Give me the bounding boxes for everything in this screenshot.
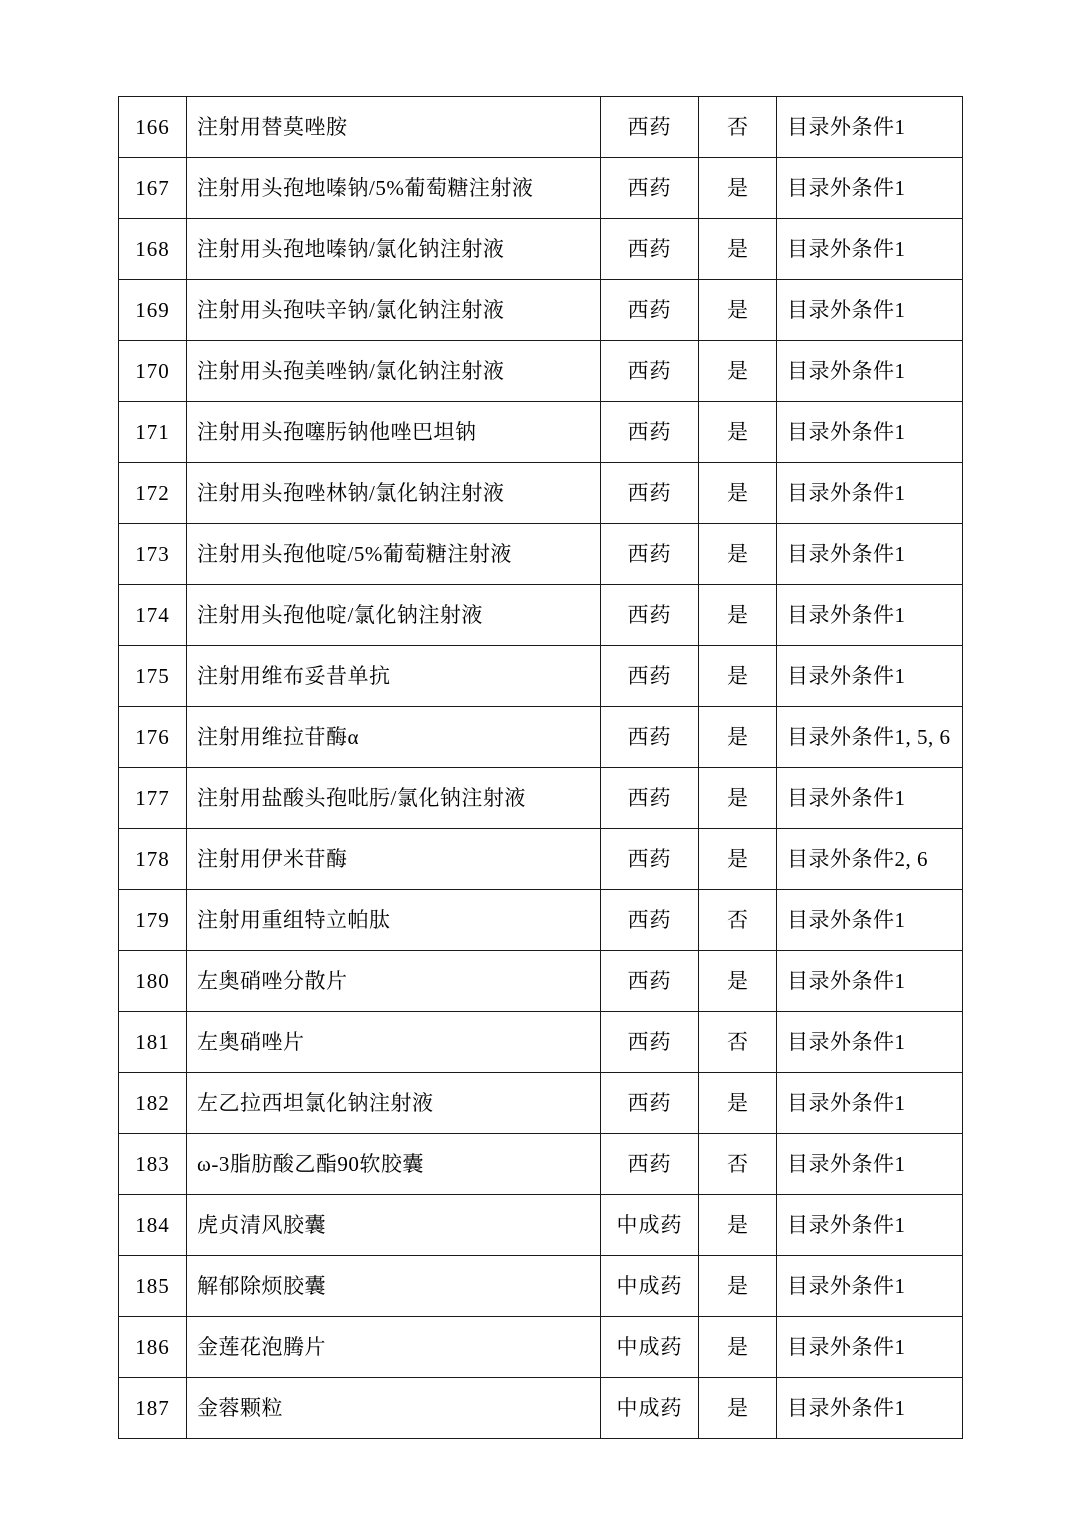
row-flag: 否 bbox=[699, 1012, 777, 1073]
row-condition: 目录外条件1 bbox=[777, 341, 963, 402]
row-condition: 目录外条件1 bbox=[777, 97, 963, 158]
row-condition: 目录外条件1 bbox=[777, 463, 963, 524]
row-index: 167 bbox=[119, 158, 187, 219]
row-index: 170 bbox=[119, 341, 187, 402]
row-index: 172 bbox=[119, 463, 187, 524]
row-category: 西药 bbox=[601, 524, 699, 585]
row-flag: 否 bbox=[699, 1134, 777, 1195]
row-category: 西药 bbox=[601, 707, 699, 768]
row-index: 184 bbox=[119, 1195, 187, 1256]
table-row bbox=[119, 524, 963, 585]
row-drug-name: 注射用维布妥昔单抗 bbox=[187, 646, 601, 707]
row-index: 183 bbox=[119, 1134, 187, 1195]
row-index: 187 bbox=[119, 1378, 187, 1439]
row-flag: 是 bbox=[699, 1378, 777, 1439]
row-index: 174 bbox=[119, 585, 187, 646]
row-index: 171 bbox=[119, 402, 187, 463]
row-drug-name: 注射用头孢美唑钠/氯化钠注射液 bbox=[187, 341, 601, 402]
row-flag: 是 bbox=[699, 707, 777, 768]
row-drug-name: 左奥硝唑片 bbox=[187, 1012, 601, 1073]
row-category: 中成药 bbox=[601, 1317, 699, 1378]
row-flag: 是 bbox=[699, 951, 777, 1012]
table-row bbox=[119, 219, 963, 280]
row-drug-name: 左奥硝唑分散片 bbox=[187, 951, 601, 1012]
row-index: 178 bbox=[119, 829, 187, 890]
row-flag: 是 bbox=[699, 402, 777, 463]
drug-list-table bbox=[118, 96, 963, 1439]
table-row bbox=[119, 280, 963, 341]
row-category: 西药 bbox=[601, 219, 699, 280]
table-row bbox=[119, 158, 963, 219]
table-row bbox=[119, 1317, 963, 1378]
row-drug-name: 注射用伊米苷酶 bbox=[187, 829, 601, 890]
table-row bbox=[119, 707, 963, 768]
row-flag: 是 bbox=[699, 646, 777, 707]
row-category: 中成药 bbox=[601, 1256, 699, 1317]
row-category: 西药 bbox=[601, 1073, 699, 1134]
row-drug-name: 注射用头孢唑林钠/氯化钠注射液 bbox=[187, 463, 601, 524]
row-condition: 目录外条件1 bbox=[777, 158, 963, 219]
row-condition: 目录外条件1 bbox=[777, 1378, 963, 1439]
row-flag: 是 bbox=[699, 1256, 777, 1317]
table-row bbox=[119, 97, 963, 158]
row-category: 西药 bbox=[601, 463, 699, 524]
row-drug-name: 解郁除烦胶囊 bbox=[187, 1256, 601, 1317]
row-flag: 是 bbox=[699, 280, 777, 341]
row-index: 173 bbox=[119, 524, 187, 585]
table-row bbox=[119, 646, 963, 707]
table-row bbox=[119, 585, 963, 646]
row-flag: 是 bbox=[699, 1195, 777, 1256]
row-index: 176 bbox=[119, 707, 187, 768]
row-index: 169 bbox=[119, 280, 187, 341]
row-flag: 是 bbox=[699, 829, 777, 890]
row-drug-name: ω-3脂肪酸乙酯90软胶囊 bbox=[187, 1134, 601, 1195]
table-row bbox=[119, 1073, 963, 1134]
row-category: 西药 bbox=[601, 158, 699, 219]
row-condition: 目录外条件2, 6 bbox=[777, 829, 963, 890]
row-drug-name: 左乙拉西坦氯化钠注射液 bbox=[187, 1073, 601, 1134]
table-row bbox=[119, 768, 963, 829]
row-flag: 是 bbox=[699, 524, 777, 585]
row-flag: 否 bbox=[699, 890, 777, 951]
row-flag: 是 bbox=[699, 768, 777, 829]
row-drug-name: 金莲花泡腾片 bbox=[187, 1317, 601, 1378]
row-flag: 否 bbox=[699, 97, 777, 158]
row-condition: 目录外条件1 bbox=[777, 890, 963, 951]
table-row bbox=[119, 341, 963, 402]
row-condition: 目录外条件1 bbox=[777, 219, 963, 280]
row-category: 西药 bbox=[601, 280, 699, 341]
row-flag: 是 bbox=[699, 1073, 777, 1134]
row-condition: 目录外条件1 bbox=[777, 1317, 963, 1378]
table-row bbox=[119, 463, 963, 524]
row-drug-name: 注射用头孢他啶/氯化钠注射液 bbox=[187, 585, 601, 646]
table-row bbox=[119, 1195, 963, 1256]
table-row bbox=[119, 402, 963, 463]
row-condition: 目录外条件1 bbox=[777, 402, 963, 463]
row-flag: 是 bbox=[699, 219, 777, 280]
row-drug-name: 注射用头孢噻肟钠他唑巴坦钠 bbox=[187, 402, 601, 463]
row-drug-name: 注射用维拉苷酶α bbox=[187, 707, 601, 768]
row-flag: 是 bbox=[699, 341, 777, 402]
row-category: 西药 bbox=[601, 1134, 699, 1195]
table-row bbox=[119, 829, 963, 890]
row-condition: 目录外条件1, 5, 6 bbox=[777, 707, 963, 768]
row-flag: 是 bbox=[699, 463, 777, 524]
row-category: 西药 bbox=[601, 951, 699, 1012]
row-drug-name: 注射用头孢地嗪钠/氯化钠注射液 bbox=[187, 219, 601, 280]
row-flag: 是 bbox=[699, 585, 777, 646]
row-flag: 是 bbox=[699, 1317, 777, 1378]
table-row bbox=[119, 1012, 963, 1073]
row-category: 西药 bbox=[601, 1012, 699, 1073]
row-index: 186 bbox=[119, 1317, 187, 1378]
row-index: 177 bbox=[119, 768, 187, 829]
row-condition: 目录外条件1 bbox=[777, 1012, 963, 1073]
row-index: 175 bbox=[119, 646, 187, 707]
row-drug-name: 注射用盐酸头孢吡肟/氯化钠注射液 bbox=[187, 768, 601, 829]
row-condition: 目录外条件1 bbox=[777, 585, 963, 646]
drug-list-body bbox=[119, 97, 963, 1439]
row-condition: 目录外条件1 bbox=[777, 1195, 963, 1256]
row-index: 166 bbox=[119, 97, 187, 158]
row-condition: 目录外条件1 bbox=[777, 646, 963, 707]
row-category: 西药 bbox=[601, 829, 699, 890]
row-condition: 目录外条件1 bbox=[777, 1134, 963, 1195]
row-category: 中成药 bbox=[601, 1195, 699, 1256]
table-row bbox=[119, 1256, 963, 1317]
row-index: 182 bbox=[119, 1073, 187, 1134]
table-row bbox=[119, 1134, 963, 1195]
row-category: 西药 bbox=[601, 890, 699, 951]
row-flag: 是 bbox=[699, 158, 777, 219]
row-condition: 目录外条件1 bbox=[777, 1073, 963, 1134]
row-category: 西药 bbox=[601, 768, 699, 829]
table-row bbox=[119, 1378, 963, 1439]
table-row bbox=[119, 890, 963, 951]
row-condition: 目录外条件1 bbox=[777, 524, 963, 585]
row-condition: 目录外条件1 bbox=[777, 1256, 963, 1317]
row-category: 中成药 bbox=[601, 1378, 699, 1439]
row-index: 181 bbox=[119, 1012, 187, 1073]
row-category: 西药 bbox=[601, 646, 699, 707]
row-condition: 目录外条件1 bbox=[777, 951, 963, 1012]
row-drug-name: 金蓉颗粒 bbox=[187, 1378, 601, 1439]
row-index: 168 bbox=[119, 219, 187, 280]
row-condition: 目录外条件1 bbox=[777, 768, 963, 829]
row-drug-name: 注射用重组特立帕肽 bbox=[187, 890, 601, 951]
row-index: 180 bbox=[119, 951, 187, 1012]
row-index: 179 bbox=[119, 890, 187, 951]
row-drug-name: 注射用头孢呋辛钠/氯化钠注射液 bbox=[187, 280, 601, 341]
row-drug-name: 注射用头孢他啶/5%葡萄糖注射液 bbox=[187, 524, 601, 585]
row-index: 185 bbox=[119, 1256, 187, 1317]
row-category: 西药 bbox=[601, 97, 699, 158]
row-drug-name: 注射用头孢地嗪钠/5%葡萄糖注射液 bbox=[187, 158, 601, 219]
row-drug-name: 虎贞清风胶囊 bbox=[187, 1195, 601, 1256]
table-row bbox=[119, 951, 963, 1012]
row-category: 西药 bbox=[601, 402, 699, 463]
row-condition: 目录外条件1 bbox=[777, 280, 963, 341]
row-category: 西药 bbox=[601, 585, 699, 646]
row-category: 西药 bbox=[601, 341, 699, 402]
row-drug-name: 注射用替莫唑胺 bbox=[187, 97, 601, 158]
